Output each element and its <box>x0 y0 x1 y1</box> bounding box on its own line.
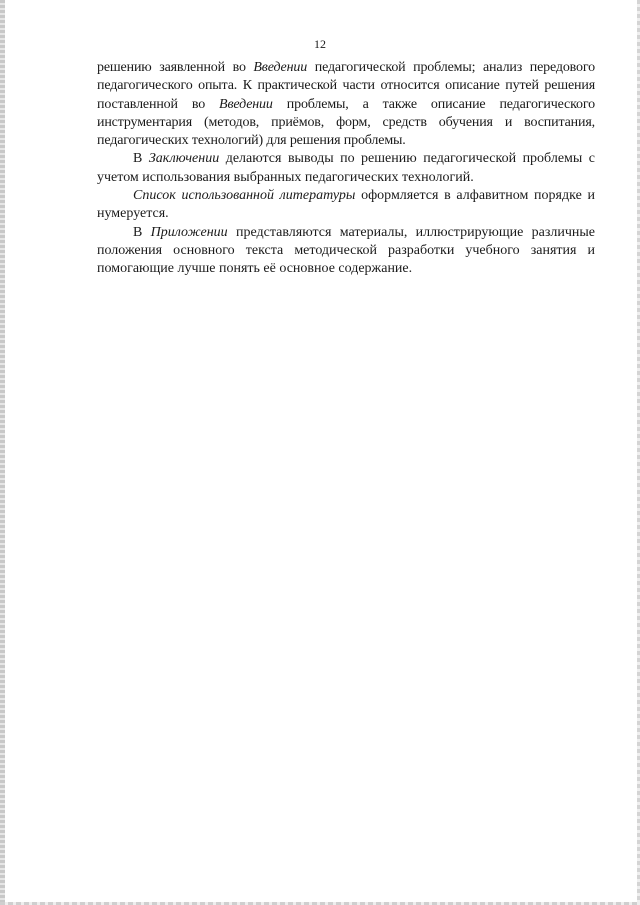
italic-term: Введении <box>219 96 273 112</box>
italic-term: Введении <box>253 60 308 75</box>
paragraph-continuation <box>97 59 595 150</box>
text-run: В <box>133 224 151 240</box>
page-number: 12 <box>314 37 326 51</box>
paragraph-conclusion <box>97 150 595 187</box>
italic-term: Заключении <box>148 151 220 167</box>
text-run: проблемы, а также описание педагогического инструментария (методов, приёмов, форм, средств обучения и воспитания, педагогических технологий) для решения проблемы. <box>97 96 595 149</box>
text-run: В <box>133 151 149 167</box>
italic-term: Приложении <box>150 224 228 240</box>
paragraph-references <box>97 187 595 224</box>
paragraph-appendix <box>97 224 595 279</box>
text-run: решению заявленной во <box>97 60 254 75</box>
body-text <box>97 59 595 279</box>
scan-edge-left <box>0 0 5 905</box>
text-run: делаются выводы по решению педагогической проблемы с учетом использования выбранных педагогических технологий. <box>97 151 595 185</box>
text-run: педагогической проблемы; анализ передового педагогического опыта. К практической части относится описание путей решения поставленной во <box>97 60 595 112</box>
text-run: представляются материалы, иллюстрирующие различные положения основного текста методической разработки учебного занятия и помогающие лучше понять её основное содержание. <box>97 224 596 277</box>
italic-term: Список использованной литературы <box>133 188 356 204</box>
text-run: оформляется в алфавитном порядке и нумеруется. <box>97 188 595 222</box>
